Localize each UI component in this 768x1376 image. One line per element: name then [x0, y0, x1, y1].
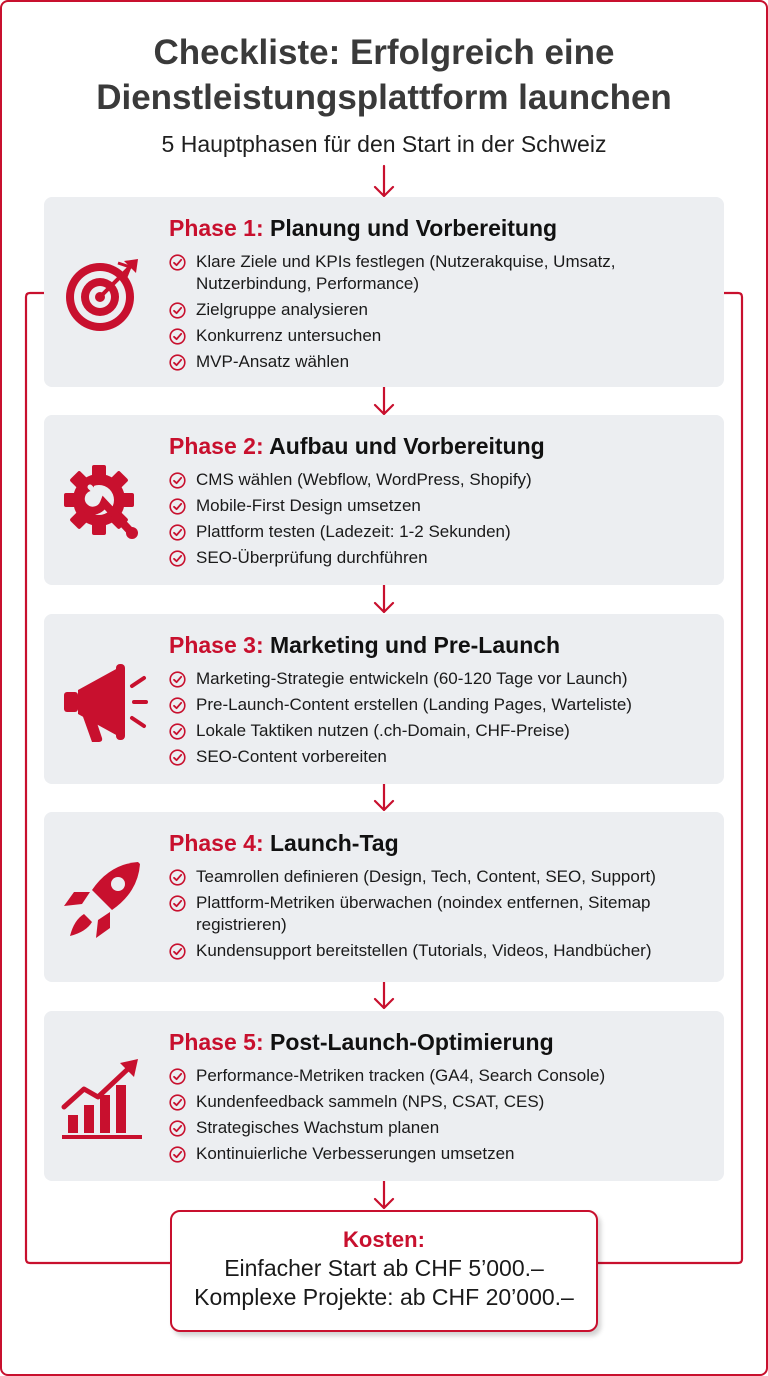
phase-5-title: [169, 1027, 554, 1057]
checklist-item-text: Performance-Metriken tracken (GA4, Search Console): [196, 1066, 606, 1085]
title-line-1: Checkliste: Erfolgreich eine: [153, 33, 615, 72]
phase-1-name: Planung und Vorbereitung: [270, 215, 558, 241]
cost-line-complex: Komplexe Projekte: ab CHF 20’000.–: [194, 1284, 574, 1310]
cost-title: Kosten:: [343, 1227, 425, 1252]
phase-4-name: Launch-Tag: [270, 830, 399, 856]
checklist-item-text: Kundensupport bereitstellen (Tutorials, Videos, Handbücher): [196, 941, 652, 960]
phase-4-number: Phase 4:: [169, 830, 264, 856]
checklist-item-text: Marketing-Strategie entwickeln (60-120 Tage vor Launch): [196, 669, 628, 688]
check-circle-icon: [169, 524, 186, 541]
check-circle-icon: [169, 749, 186, 766]
check-circle-icon: [169, 1068, 186, 1085]
checklist-item: [169, 351, 714, 373]
check-circle-icon: [169, 723, 186, 740]
checklist-item-text: Lokale Taktiken nutzen (.ch-Domain, CHF-Preise): [196, 721, 570, 740]
checklist-item-text: Kontinuierliche Verbesserungen umsetzen: [196, 1144, 515, 1163]
check-circle-icon: [169, 943, 186, 960]
gear-wrench-icon: [60, 459, 148, 547]
checklist-item-text: Plattform testen (Ladezeit: 1-2 Sekunden): [196, 522, 511, 541]
check-circle-icon: [169, 1120, 186, 1137]
checklist-item: [169, 866, 714, 888]
checklist-item: [169, 1065, 714, 1087]
cost-box: [170, 1210, 598, 1332]
phase-1-number: Phase 1:: [169, 215, 264, 241]
checklist-item: [169, 720, 714, 742]
phase-3-name: Marketing und Pre-Launch: [270, 632, 561, 658]
check-circle-icon: [169, 697, 186, 714]
phase-4-title: [169, 828, 399, 858]
check-circle-icon: [169, 869, 186, 886]
phase-2-checklist: [169, 469, 714, 573]
cost-line-simple: Einfacher Start ab CHF 5’000.–: [224, 1255, 544, 1281]
checklist-item-text: Mobile-First Design umsetzen: [196, 496, 421, 515]
phase-card-1: [44, 197, 724, 387]
rocket-icon: [60, 856, 148, 944]
check-circle-icon: [169, 895, 186, 912]
checklist-item: [169, 1117, 714, 1139]
checklist-item-text: Strategisches Wachstum planen: [196, 1118, 440, 1137]
checklist-item: [169, 469, 714, 491]
checklist-item: [169, 251, 714, 295]
phase-2-title: [169, 431, 545, 461]
checklist-item: [169, 1091, 714, 1113]
phase-1-checklist: [169, 251, 714, 377]
title-line-2: Dienstleistungsplattform launchen: [96, 78, 672, 117]
checklist-item-text: Teamrollen definieren (Design, Tech, Content, SEO, Support): [196, 867, 656, 886]
check-circle-icon: [169, 302, 186, 319]
checklist-item-text: SEO-Überprüfung durchführen: [196, 548, 428, 567]
phase-card-3: [44, 614, 724, 784]
checklist-item-text: Pre-Launch-Content erstellen (Landing Pages, Warteliste): [196, 695, 632, 714]
page-title: [0, 30, 768, 120]
check-circle-icon: [169, 550, 186, 567]
check-circle-icon: [169, 472, 186, 489]
megaphone-icon: [60, 656, 148, 744]
checklist-item: [169, 668, 714, 690]
checklist-item-text: CMS wählen (Webflow, WordPress, Shopify): [196, 470, 532, 489]
phase-5-checklist: [169, 1065, 714, 1169]
phase-5-number: Phase 5:: [169, 1029, 264, 1055]
target-icon: [60, 251, 148, 339]
check-circle-icon: [169, 354, 186, 371]
checklist-item-text: SEO-Content vorbereiten: [196, 747, 387, 766]
check-circle-icon: [169, 1146, 186, 1163]
checklist-item-text: Klare Ziele und KPIs festlegen (Nutzerakquise, Umsatz, Nutzerbindung, Performance): [196, 252, 616, 293]
phase-card-2: [44, 415, 724, 585]
phase-card-5: [44, 1011, 724, 1181]
phase-5-name: Post-Launch-Optimierung: [270, 1029, 554, 1055]
phase-3-title: [169, 630, 560, 660]
phase-3-checklist: [169, 668, 714, 772]
checklist-item-text: Konkurrenz untersuchen: [196, 326, 382, 345]
checklist-item: [169, 1143, 714, 1165]
check-circle-icon: [169, 328, 186, 345]
growth-chart-icon: [60, 1055, 148, 1143]
phase-2-number: Phase 2:: [169, 433, 264, 459]
checklist-item: [169, 495, 714, 517]
phase-4-checklist: [169, 866, 714, 966]
phase-card-4: [44, 812, 724, 982]
check-circle-icon: [169, 498, 186, 515]
checklist-item: [169, 547, 714, 569]
checklist-item-text: Plattform-Metriken überwachen (noindex entfernen, Sitemap registrieren): [196, 893, 651, 934]
checklist-item: [169, 325, 714, 347]
checklist-item: [169, 940, 714, 962]
checklist-item-text: Zielgruppe analysieren: [196, 300, 368, 319]
page-subtitle: 5 Hauptphasen für den Start in der Schweiz: [161, 131, 607, 157]
checklist-item: [169, 694, 714, 716]
check-circle-icon: [169, 671, 186, 688]
checklist-item: [169, 746, 714, 768]
checklist-item: [169, 521, 714, 543]
phase-2-name: Aufbau und Vorbereitung: [269, 433, 545, 459]
phase-3-number: Phase 3:: [169, 632, 264, 658]
phase-1-title: [169, 213, 557, 243]
check-circle-icon: [169, 1094, 186, 1111]
checklist-item: [169, 892, 714, 936]
check-circle-icon: [169, 254, 186, 271]
checklist-item: [169, 299, 714, 321]
checklist-item-text: MVP-Ansatz wählen: [196, 352, 350, 371]
checklist-item-text: Kundenfeedback sammeln (NPS, CSAT, CES): [196, 1092, 545, 1111]
